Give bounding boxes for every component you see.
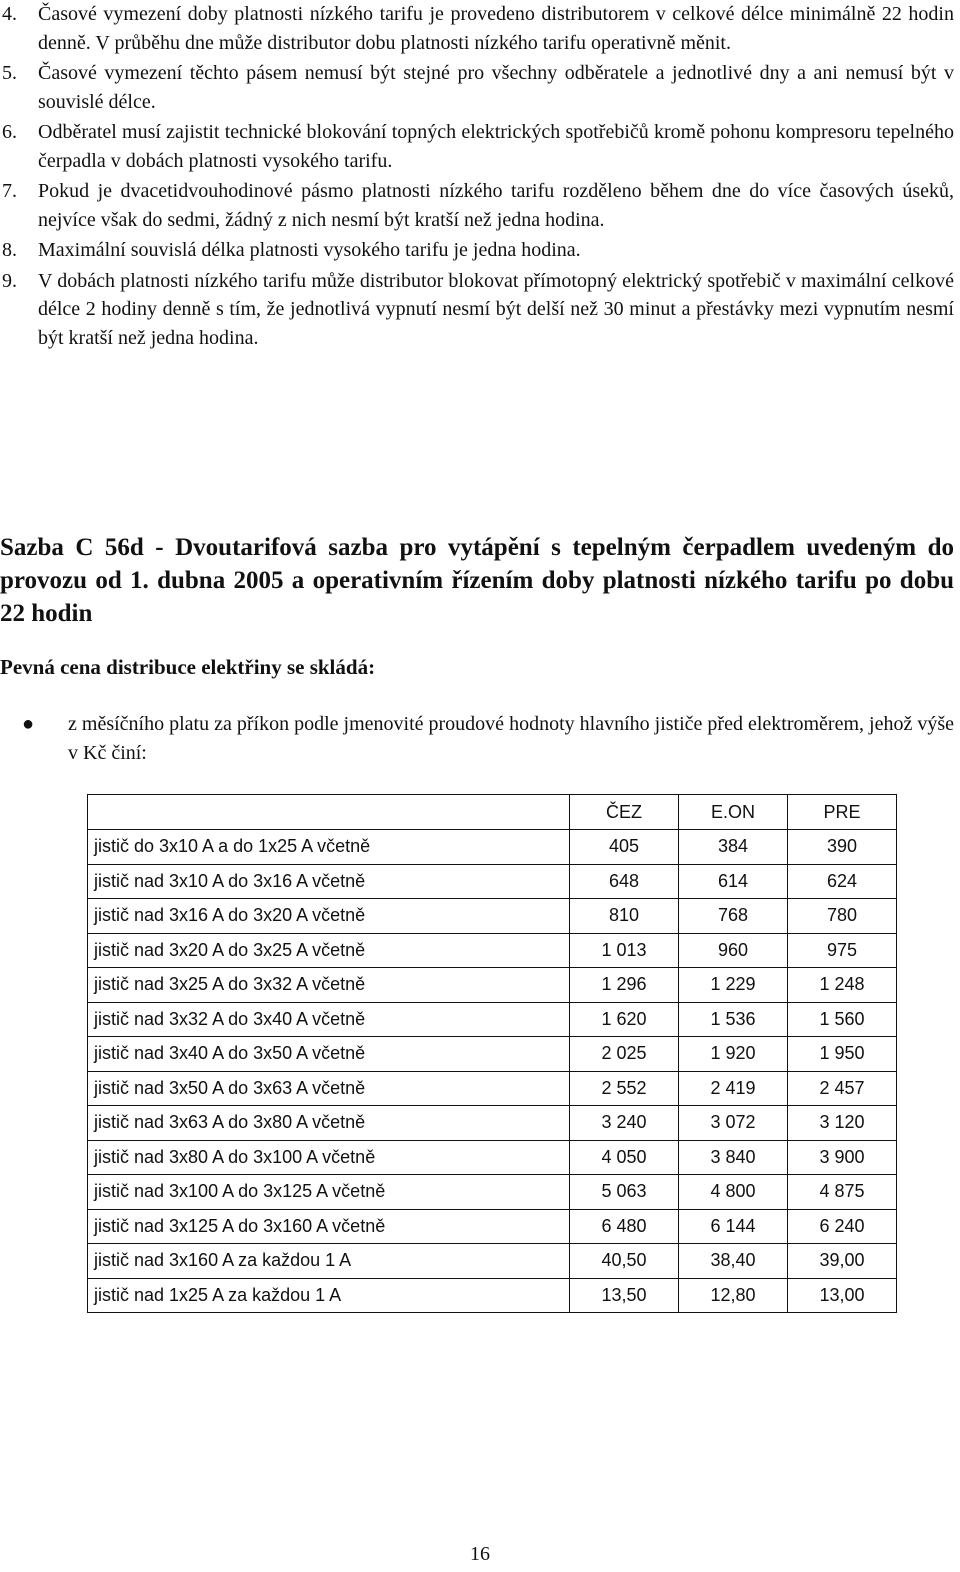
tariff-table [87, 794, 897, 1313]
list-item-number: 9. [2, 269, 17, 292]
breaker-label-cell: jistič nad 3x50 A do 3x63 A včetně [88, 1071, 570, 1106]
list-item-text: Časové vymezení těchto pásem nemusí být stejné pro všechny odběratele a jednotlivé dny a ani nemusí být v souvislé délce. [38, 62, 954, 113]
price-cell: 2 552 [570, 1071, 679, 1106]
table-row [88, 899, 897, 934]
price-cell: 390 [788, 830, 897, 865]
price-cell: 13,00 [788, 1278, 897, 1313]
table-row [88, 968, 897, 1003]
list-item-number: 6. [2, 121, 17, 143]
list-item [0, 177, 960, 234]
table-row [88, 1106, 897, 1141]
price-cell: 2 419 [679, 1071, 788, 1106]
price-cell: 40,50 [570, 1244, 679, 1279]
bullet-item [0, 710, 954, 768]
list-item-text: Pokud je dvacetidvouhodinové pásmo platnosti nízkého tarifu rozděleno během dne do více časových úseků, nejvíce však do sedmi, žádný z nich nesmí být kratší než jedna hodina. [38, 180, 954, 231]
table-row [88, 1175, 897, 1210]
list-item [0, 267, 960, 353]
breaker-label-cell: jistič do 3x10 A a do 1x25 A včetně [88, 830, 570, 865]
price-cell: 38,40 [679, 1244, 788, 1279]
price-cell: 13,50 [570, 1278, 679, 1313]
table-header-cell: E.ON [679, 795, 788, 830]
price-cell: 810 [570, 899, 679, 934]
list-item-number: 8. [2, 239, 17, 261]
list-item-text: Odběratel musí zajistit technické blokování topných elektrických spotřebičů kromě pohonu kompresoru tepelného čerpadla v dobách platnosti vysokého tarifu. [38, 121, 954, 172]
price-cell: 6 480 [570, 1209, 679, 1244]
price-cell: 1 013 [570, 933, 679, 968]
breaker-label-cell: jistič nad 3x32 A do 3x40 A včetně [88, 1002, 570, 1037]
table-header-row [88, 795, 897, 830]
price-cell: 384 [679, 830, 788, 865]
table-row [88, 830, 897, 865]
table-row [88, 1140, 897, 1175]
breaker-label-cell: jistič nad 3x16 A do 3x20 A včetně [88, 899, 570, 934]
price-cell: 3 840 [679, 1140, 788, 1175]
price-cell: 2 025 [570, 1037, 679, 1072]
table-row [88, 1244, 897, 1279]
price-cell: 768 [679, 899, 788, 934]
price-cell: 1 620 [570, 1002, 679, 1037]
list-item-text: Maximální souvislá délka platnosti vysokého tarifu je jedna hodina. [38, 239, 581, 261]
page-number: 16 [470, 1543, 490, 1565]
table-header-cell: PRE [788, 795, 897, 830]
price-cell: 624 [788, 864, 897, 899]
breaker-label-cell: jistič nad 3x10 A do 3x16 A včetně [88, 864, 570, 899]
table-header-cell [88, 795, 570, 830]
price-cell: 4 875 [788, 1175, 897, 1210]
price-cell: 614 [679, 864, 788, 899]
section-subheading: Pevná cena distribuce elektřiny se skládá: [0, 655, 376, 679]
breaker-label-cell: jistič nad 3x63 A do 3x80 A včetně [88, 1106, 570, 1141]
section-heading: Sazba C 56d - Dvoutarifová sazba pro vytápění s tepelným čerpadlem uvedeným do provozu od 1. dubna 2005 a operativním řízením doby platnosti nízkého tarifu po dobu 22 hodin [0, 534, 954, 627]
breaker-label-cell: jistič nad 3x40 A do 3x50 A včetně [88, 1037, 570, 1072]
table-row [88, 864, 897, 899]
price-cell: 3 240 [570, 1106, 679, 1141]
price-cell: 12,80 [679, 1278, 788, 1313]
table-row [88, 1278, 897, 1313]
price-cell: 2 457 [788, 1071, 897, 1106]
price-cell: 1 296 [570, 968, 679, 1003]
list-item-number: 5. [2, 62, 17, 84]
bullet-text: z měsíčního platu za příkon podle jmenovité proudové hodnoty hlavního jističe před elektroměrem, jehož výše v Kč činí: [68, 713, 954, 764]
price-cell: 3 900 [788, 1140, 897, 1175]
price-cell: 960 [679, 933, 788, 968]
price-cell: 648 [570, 864, 679, 899]
list-item-text: Časové vymezení doby platnosti nízkého tarifu je provedeno distributorem v celkové délce minimálně 22 hodin denně. V průběhu dne může distributor dobu platnosti nízkého tarifu operativně měnit. [38, 3, 954, 54]
breaker-label-cell: jistič nad 3x125 A do 3x160 A včetně [88, 1209, 570, 1244]
price-cell: 1 248 [788, 968, 897, 1003]
table-row [88, 1037, 897, 1072]
table-body [88, 830, 897, 1313]
price-cell: 1 920 [679, 1037, 788, 1072]
price-cell: 1 950 [788, 1037, 897, 1072]
table-row [88, 1002, 897, 1037]
breaker-label-cell: jistič nad 3x160 A za každou 1 A [88, 1244, 570, 1279]
list-item [0, 59, 960, 116]
price-cell: 4 050 [570, 1140, 679, 1175]
price-cell: 1 560 [788, 1002, 897, 1037]
table-row [88, 1209, 897, 1244]
price-cell: 780 [788, 899, 897, 934]
breaker-label-cell: jistič nad 1x25 A za každou 1 A [88, 1278, 570, 1313]
price-cell: 39,00 [788, 1244, 897, 1279]
price-cell: 3 072 [679, 1106, 788, 1141]
list-item [0, 0, 960, 57]
price-cell: 5 063 [570, 1175, 679, 1210]
bullet-icon: ● [22, 713, 35, 735]
table-row [88, 1071, 897, 1106]
breaker-label-cell: jistič nad 3x20 A do 3x25 A včetně [88, 933, 570, 968]
price-cell: 4 800 [679, 1175, 788, 1210]
price-cell: 6 240 [788, 1209, 897, 1244]
price-cell: 1 229 [679, 968, 788, 1003]
conditions-list [0, 0, 960, 354]
price-cell: 405 [570, 830, 679, 865]
breaker-label-cell: jistič nad 3x25 A do 3x32 A včetně [88, 968, 570, 1003]
list-item-number: 4. [2, 3, 17, 25]
price-cell: 1 536 [679, 1002, 788, 1037]
list-item-number: 7. [2, 180, 17, 202]
table-header-cell: ČEZ [570, 795, 679, 830]
list-item [0, 118, 960, 175]
breaker-label-cell: jistič nad 3x100 A do 3x125 A včetně [88, 1175, 570, 1210]
table-row [88, 933, 897, 968]
price-cell: 975 [788, 933, 897, 968]
breaker-label-cell: jistič nad 3x80 A do 3x100 A včetně [88, 1140, 570, 1175]
list-item [0, 236, 960, 265]
price-cell: 3 120 [788, 1106, 897, 1141]
list-item-text: V dobách platnosti nízkého tarifu může distributor blokovat přímotopný elektrický spotřebič v maximální celkové délce 2 hodiny denně s tím, že jednotlivá vypnutí nesmí být delší než 30 minut a přestávky mezi vypnutím nesmí být kratší než jedna hodina. [38, 269, 954, 349]
price-cell: 6 144 [679, 1209, 788, 1244]
